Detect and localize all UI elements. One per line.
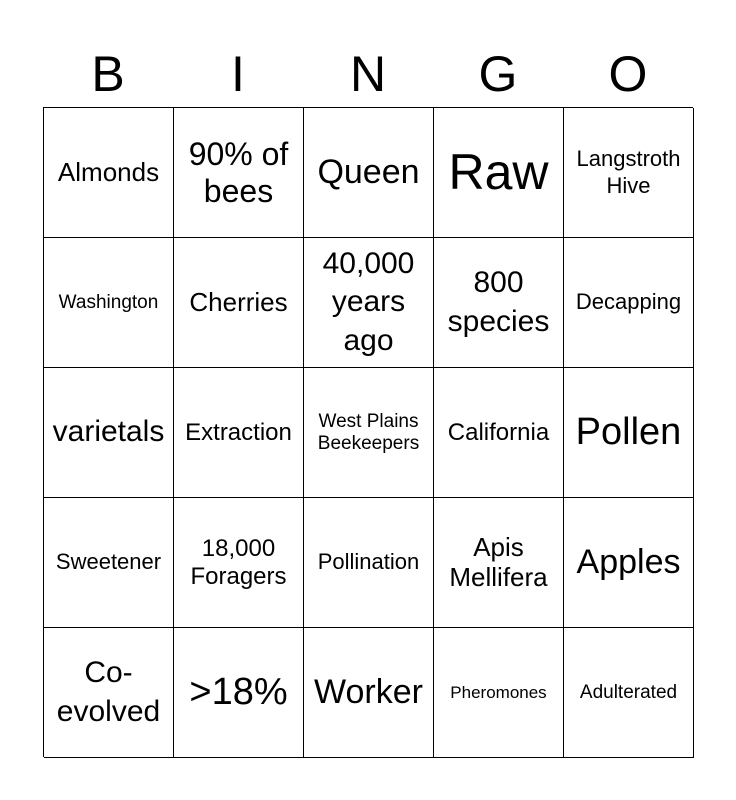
bingo-cell-r4c2[interactable] (304, 628, 434, 758)
cell-label: Pollen (575, 410, 682, 453)
cell-label: Extraction (185, 418, 292, 446)
header-letter-i: I (231, 46, 245, 102)
bingo-cell-r0c1[interactable] (174, 108, 304, 238)
bingo-cell-r1c0[interactable] (44, 238, 174, 368)
header-letter-g: G (478, 46, 518, 102)
cell-label: >18% (189, 670, 288, 713)
bingo-cell-r2c2[interactable] (304, 368, 434, 498)
bingo-cell-r4c3[interactable] (434, 628, 564, 758)
cell-label: Cherries (189, 286, 288, 317)
cell-label: Raw (448, 143, 549, 200)
cell-label: Pheromones (450, 682, 547, 702)
header-letter-o: O (608, 46, 648, 102)
bingo-cell-r3c2[interactable] (304, 498, 434, 628)
cell-label: varietals (52, 415, 165, 449)
header-letter-b: B (91, 46, 125, 102)
bingo-cell-r3c0[interactable] (44, 498, 174, 628)
cell-label: Washington (58, 291, 159, 313)
bingo-cell-r2c3[interactable] (434, 368, 564, 498)
cell-label: Adulterated (579, 681, 678, 703)
bingo-cell-r3c1[interactable] (174, 498, 304, 628)
bingo-cell-r3c3[interactable] (434, 498, 564, 628)
cell-label: Decapping (575, 289, 682, 315)
cell-label: Pollination (317, 549, 420, 575)
bingo-cell-r0c2[interactable] (304, 108, 434, 238)
bingo-cell-r0c3[interactable] (434, 108, 564, 238)
header-letter-n: N (349, 46, 387, 102)
cell-label: 18,000 Foragers (190, 534, 287, 590)
bingo-cell-r2c0[interactable] (44, 368, 174, 498)
bingo-cell-r1c4[interactable] (564, 238, 694, 368)
cell-label: California (447, 418, 550, 446)
bingo-cell-r1c1[interactable] (174, 238, 304, 368)
cell-label: Almonds (57, 156, 160, 187)
bingo-board (43, 107, 693, 757)
bingo-cell-r0c4[interactable] (564, 108, 694, 238)
cell-label: Apples (576, 542, 681, 581)
bingo-cell-r3c4[interactable] (564, 498, 694, 628)
cell-label: Langstroth Hive (576, 146, 681, 198)
cell-label: 800 species (447, 266, 550, 338)
bingo-cell-r1c3[interactable] (434, 238, 564, 368)
cell-label: Queen (317, 152, 420, 191)
bingo-cell-r4c0[interactable] (44, 628, 174, 758)
cell-label: 40,000 years ago (322, 246, 415, 357)
bingo-cell-r4c4[interactable] (564, 628, 694, 758)
bingo-cell-r1c2[interactable] (304, 238, 434, 368)
cell-label: Apis Mellifera (449, 531, 548, 592)
cell-label: Co-evolved (56, 656, 161, 728)
bingo-cell-r2c4[interactable] (564, 368, 694, 498)
cell-label: Worker (314, 672, 423, 711)
cell-label: 90% of bees (188, 135, 289, 209)
bingo-cell-r0c0[interactable] (44, 108, 174, 238)
cell-label: West Plains Beekeepers (317, 410, 420, 454)
bingo-cell-r2c1[interactable] (174, 368, 304, 498)
bingo-cell-r4c1[interactable] (174, 628, 304, 758)
bingo-header (43, 40, 693, 108)
cell-label: Sweetener (55, 549, 162, 575)
